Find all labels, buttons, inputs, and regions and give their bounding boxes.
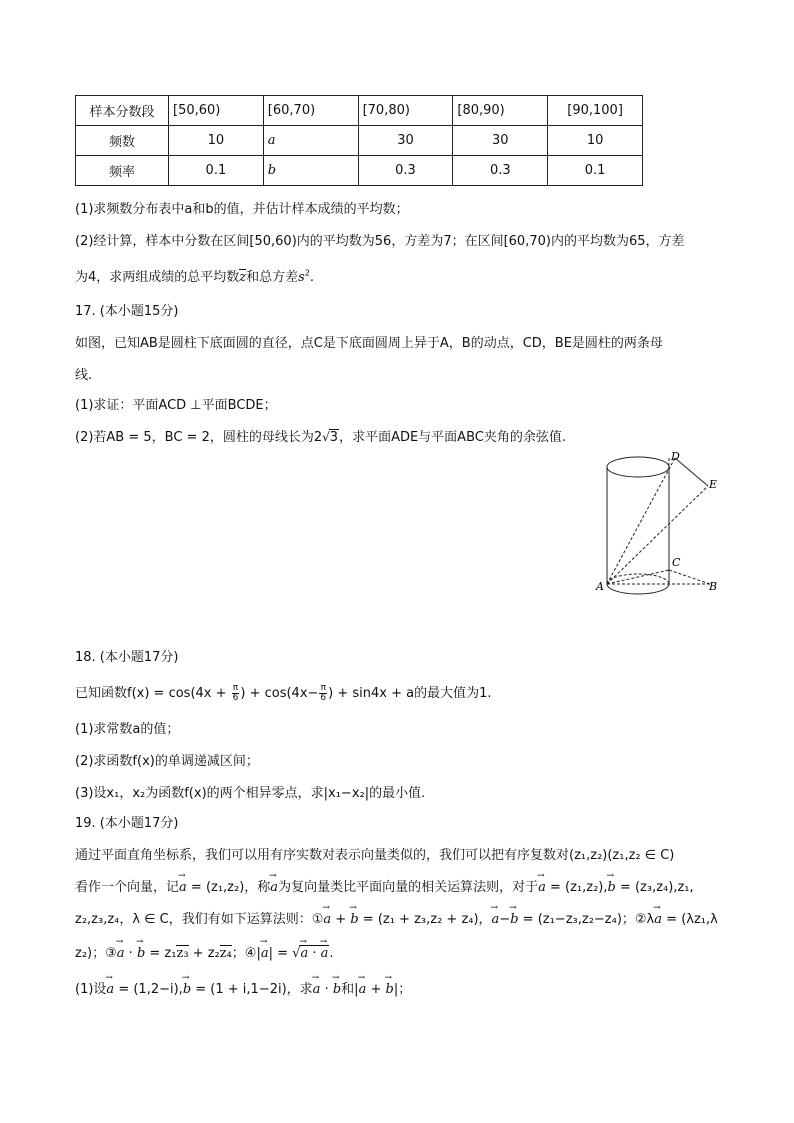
segment-cb: [669, 570, 710, 584]
q19-text: + z₂: [188, 946, 220, 961]
q19-text: = (z₁,z₂),: [545, 880, 608, 895]
cylinder-figure: [594, 448, 734, 608]
top-ellipse: [607, 457, 669, 477]
label-b: B: [709, 580, 718, 593]
vector-b: → b: [183, 982, 191, 997]
q19-text: 看作一个向量，记: [75, 880, 180, 895]
q18-stem: [75, 682, 492, 703]
q19-text: (1)设: [75, 982, 107, 997]
q19-text: ；④|: [231, 946, 261, 961]
q19-text: +: [366, 982, 386, 997]
table-cell: 0.3: [358, 156, 453, 186]
segment-ae: [607, 486, 708, 584]
q16-part2-line1: (2)经计算，样本中分数在区间[50,60)内的平均数为56，方差为7；在区间[60,70)内的平均数为65，方差: [75, 234, 685, 249]
label-a: A: [596, 580, 604, 593]
fraction-denominator: 6: [232, 693, 239, 703]
table-row: [76, 156, 643, 186]
q19-text: | =: [268, 946, 293, 961]
vector-a: → a: [359, 982, 367, 997]
table-cell: 0.1: [169, 156, 264, 186]
q19-text: 为复向量类比平面向量的相关运算法则，对于: [278, 880, 539, 895]
fraction-numerator: π: [232, 683, 239, 693]
q19-text: ·: [124, 946, 137, 961]
q19-text: ·: [308, 946, 321, 961]
q19-text: +: [331, 912, 351, 927]
q19-line3: [75, 908, 718, 927]
table-cell: [70,80): [358, 96, 453, 126]
q19-text: = z₁: [145, 946, 177, 961]
table-cell: 频数: [76, 126, 169, 156]
vector-a: → a: [323, 912, 331, 927]
q17-part1: (1)求证：平面ACD ⊥平面BCDE；: [75, 398, 277, 413]
frequency-table: [75, 95, 643, 186]
q16-text: .: [309, 270, 315, 285]
q19-text: = (z₃,z₄),z₁,: [615, 880, 694, 895]
q17-title: 17. (本小题15分): [75, 304, 179, 319]
vector-b: → b: [333, 982, 341, 997]
label-d: D: [671, 450, 680, 463]
vector-a: → a: [321, 946, 329, 961]
q18-part1: (1)求常数a的值；: [75, 722, 180, 737]
q17-intro-line1: 如图，已知AB是圆柱下底面圆的直径，点C是下底面圆周上异于A，B的动点，CD，BE是圆柱的两条母: [75, 336, 663, 351]
vector-a: → a: [179, 880, 187, 895]
q16-part2-line2: [75, 266, 314, 285]
sqrt-radicand: [299, 945, 329, 961]
q19-text: = (z₁ + z₃,z₂ + z₄)，: [358, 912, 492, 927]
vector-a: → a: [538, 880, 546, 895]
q18-part2: (2)求函数f(x)的单调递减区间；: [75, 754, 259, 769]
q19-line1: 通过平面直角坐标系，我们可以用有序实数对表示向量类似的，我们可以把有序复数对(z₁,z₂)(z₁,z₂ ∈ C): [75, 848, 675, 863]
vector-a: → a: [117, 946, 125, 961]
sqrt-sign: √: [292, 946, 301, 961]
vector-a: → a: [300, 946, 308, 961]
table-cell: 10: [548, 126, 643, 156]
q17-text: ，求平面ADE与平面ABC夹角的余弦值.: [339, 430, 566, 445]
q19-text: = (z₁−z₃,z₂−z₄)；②λ: [518, 912, 655, 927]
vector-a: → a: [492, 912, 500, 927]
vector-a: → a: [106, 982, 114, 997]
table-row: [76, 126, 643, 156]
table-cell: 30: [358, 126, 453, 156]
vector-a: → a: [261, 946, 269, 961]
label-c: C: [672, 556, 681, 569]
q18-title: 18. (本小题17分): [75, 650, 179, 665]
q19-line2: [75, 876, 694, 895]
q19-text: −: [499, 912, 511, 927]
vector-a: → a: [313, 982, 321, 997]
table-cell: 0.1: [548, 156, 643, 186]
q19-text: = (λz₁,λ: [662, 912, 718, 927]
table-cell: a: [263, 126, 358, 156]
conjugate-z4: z₄: [219, 946, 232, 961]
q19-text: = (z₁,z₂)，称: [186, 880, 271, 895]
q18-text: ) + sin4x + a的最大值为1.: [328, 686, 492, 701]
table-cell: [60,70): [263, 96, 358, 126]
sqrt-sign: √: [322, 430, 330, 444]
q19-text: ·: [320, 982, 333, 997]
table-cell: 10: [169, 126, 264, 156]
z-bar-symbol: z: [239, 270, 247, 285]
vector-b: → b: [386, 982, 394, 997]
table-cell: [80,90): [453, 96, 548, 126]
superscript: 2: [304, 268, 310, 278]
fraction-numerator: π: [320, 683, 326, 693]
q18-text: 已知函数f(x) = cos(4x +: [75, 686, 231, 701]
table-cell: 样本分数段: [76, 96, 169, 126]
q19-title: 19. (本小题17分): [75, 816, 179, 831]
q19-text: z₂,z₃,z₄，λ ∈ C，我们有如下运算法则：①: [75, 912, 324, 927]
bottom-ellipse-front: [607, 584, 669, 594]
table-cell: 0.3: [453, 156, 548, 186]
q19-line4: z₂)；③→ a · → b = z₁z₃ + z₂z₄；④|→ a| = √→ a · → a.: [75, 942, 334, 961]
label-e: E: [709, 478, 718, 491]
q16-text: 为4，求两组成绩的总平均数: [75, 270, 240, 285]
q18-part3: (3)设x₁，x₂为函数f(x)的两个相异零点，求|x₁−x₂|的最小值.: [75, 786, 426, 801]
table-cell: [90,100]: [548, 96, 643, 126]
q19-text: = (1,2−i),: [114, 982, 183, 997]
q19-text: = (1 + i,1−2i)，求: [191, 982, 313, 997]
fraction-pi-over-6: [232, 684, 240, 703]
q17-intro-line2: 线.: [75, 368, 93, 383]
table-cell: 30: [453, 126, 548, 156]
s-symbol: s: [298, 270, 305, 285]
table-header-row: [76, 96, 643, 126]
q17-part2: [75, 426, 566, 445]
table-cell: 频率: [76, 156, 169, 186]
segment-de: [675, 458, 708, 486]
q19-part1: [75, 978, 411, 997]
q16-text: 和总方差: [246, 270, 299, 285]
q16-part1: (1)求频数分布表中a和b的值，并估计样本成绩的平均数；: [75, 202, 409, 217]
vector-a: → a: [654, 912, 662, 927]
conjugate-z3: z₃: [176, 946, 189, 961]
table-cell: [50,60): [169, 96, 264, 126]
fraction-denominator: 6: [320, 693, 327, 703]
vector-b: → b: [510, 912, 518, 927]
vector-b: → b: [350, 912, 358, 927]
q19-text: 和|: [341, 982, 359, 997]
q19-text: |；: [393, 982, 412, 997]
vector-a: → a: [270, 880, 278, 895]
q17-text: (2)若AB = 5，BC = 2，圆柱的母线长为2: [75, 430, 323, 445]
q19-text: z₂)；③: [75, 946, 117, 961]
vector-b: → b: [607, 880, 615, 895]
sqrt-radicand: 3: [329, 430, 339, 445]
q18-text: ) + cos(4x−: [240, 686, 319, 701]
vector-b: → b: [137, 946, 145, 961]
fraction-pi-over-6: [319, 684, 327, 703]
table-cell: b: [263, 156, 358, 186]
